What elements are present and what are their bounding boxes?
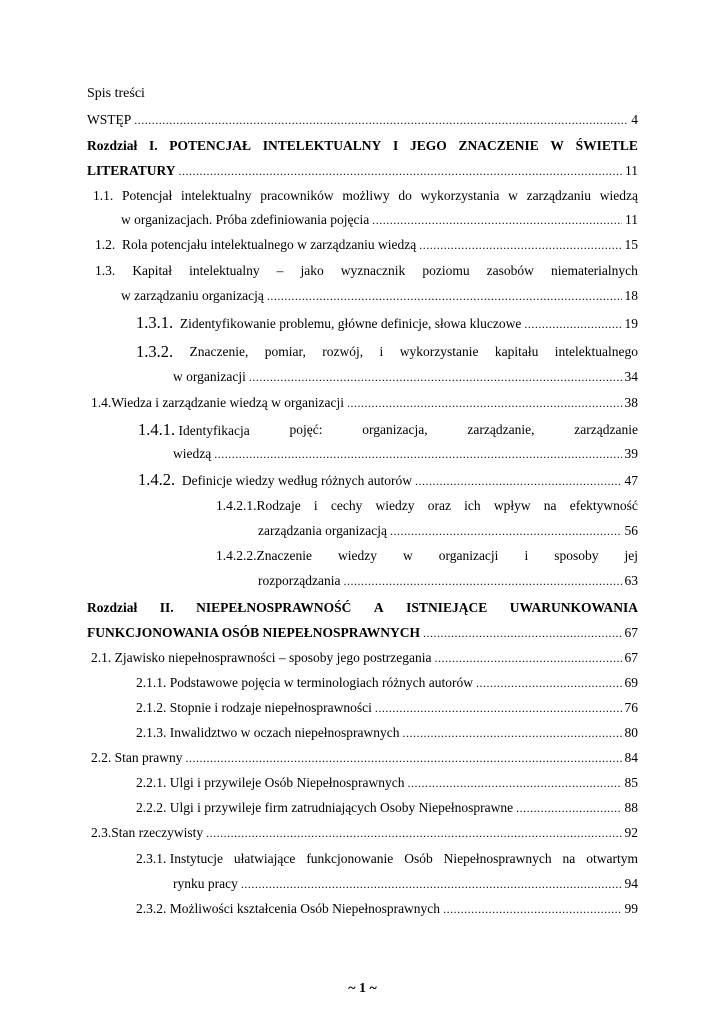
toc-entry-1-4-2-1-line2[interactable]: zarządzania organizacją ..... 56 — [258, 522, 638, 540]
toc-entry-1-4-1-line1[interactable]: 1.4.1. Identyfikacja pojęć: organizacja, zarządzanie, zarządzanie — [138, 420, 638, 439]
toc-entry-chapter-1-line2[interactable]: LITERATURY ..... 11 — [87, 162, 638, 180]
leader-dots — [419, 236, 621, 254]
toc-entry-label: WSTĘP — [87, 112, 132, 127]
toc-entry-2-1-3[interactable]: 2.1.3. Inwalidztwo w oczach niepełnosprawnych ..... 80 — [136, 724, 638, 742]
toc-entry-1-4-2-2-line1[interactable]: 1.4.2.2.Znaczenie wiedzy w organizacji i sposoby jej — [216, 548, 638, 563]
leader-dots — [206, 824, 621, 842]
leader-dots — [372, 211, 622, 229]
leader-dots — [407, 774, 621, 792]
toc-entry-1-3-line1[interactable]: 1.3. Kapitał intelektualny – jako wyznacznik poziomu zasobów niematerialnych — [95, 263, 638, 278]
toc-entry-1-1-line2[interactable]: w organizacjach. Próba zdefiniowania pojęcia ..... 11 — [121, 211, 638, 229]
leader-dots — [179, 162, 622, 180]
toc-entry-wstep[interactable] — [87, 111, 638, 129]
leader-dots — [403, 724, 622, 742]
toc-entry-1-3-1[interactable]: 1.3.1. Zidentyfikowanie problemu, główne definicje, słowa kluczowe ..... 19 — [136, 314, 638, 333]
toc-entry-2-3-1-line1[interactable]: 2.3.1. Instytucje ułatwiające funkcjonowanie Osób Niepełnosprawnych na otwartym — [136, 851, 638, 866]
toc-entry-1-2[interactable]: 1.2. Rola potencjału intelektualnego w zarządzaniu wiedzą ..... 15 — [95, 236, 638, 254]
leader-dots — [134, 111, 628, 129]
toc-entry-1-3-2-line1[interactable]: 1.3.2. Znaczenie, pomiar, rozwój, i wykorzystanie kapitału intelektualnego — [136, 342, 638, 361]
leader-dots — [516, 799, 621, 817]
leader-dots — [343, 572, 621, 590]
toc-entry-1-4-2-1-line1[interactable]: 1.4.2.1.Rodzaje i cechy wiedzy oraz ich wpływ na efektywność — [216, 498, 638, 513]
toc-entry-2-1[interactable]: 2.1. Zjawisko niepełnosprawności – sposoby jego postrzegania ..... 67 — [91, 649, 638, 667]
toc-entry-chapter-2-line2[interactable]: FUNKCJONOWANIA OSÓB NIEPEŁNOSPRAWNYCH ..... 67 — [87, 624, 638, 642]
leader-dots — [434, 649, 621, 667]
toc-entry-1-4-2-2-line2[interactable]: rozporządzania ..... 63 — [258, 572, 638, 590]
toc-entry-page: 4 — [631, 112, 638, 127]
leader-dots — [476, 674, 621, 692]
toc-entry-2-2-1[interactable]: 2.2.1. Ulgi i przywileje Osób Niepełnosprawnych ..... 85 — [136, 774, 638, 792]
toc-entry-2-1-2[interactable]: 2.1.2. Stopnie i rodzaje niepełnosprawności ..... 76 — [136, 699, 638, 717]
leader-dots — [524, 315, 621, 333]
leader-dots — [375, 699, 622, 717]
toc-entry-1-4-2[interactable]: 1.4.2. Definicje wiedzy według różnych autorów ..... 47 — [138, 471, 638, 490]
toc-entry-2-3-2[interactable]: 2.3.2. Możliwości kształcenia Osób Niepełnosprawnych ..... 99 — [136, 900, 638, 918]
toc-entry-2-2-2[interactable]: 2.2.2. Ulgi i przywileje firm zatrudniających Osoby Niepełnosprawne ..... 88 — [136, 799, 638, 817]
leader-dots — [249, 368, 622, 386]
leader-dots — [186, 749, 622, 767]
toc-title: Spis treści — [87, 86, 145, 101]
leader-dots — [347, 394, 622, 412]
toc-entry-2-2[interactable]: 2.2. Stan prawny ..... 84 — [91, 749, 638, 767]
toc-entry-1-4-1-line2[interactable]: wiedzą ..... 39 — [173, 445, 638, 463]
leader-dots — [241, 875, 622, 893]
leader-dots — [443, 900, 621, 918]
toc-entry-chapter-1-line1[interactable]: Rozdział I. POTENCJAŁ INTELEKTUALNY I JEGO ZNACZENIE W ŚWIETLE — [87, 138, 638, 153]
leader-dots — [267, 287, 622, 305]
toc-entry-1-4[interactable]: 1.4.Wiedza i zarządzanie wiedzą w organizacji ..... 38 — [91, 394, 638, 412]
leader-dots — [214, 445, 621, 463]
leader-dots — [415, 472, 621, 490]
leader-dots — [423, 624, 621, 642]
toc-entry-2-1-1[interactable]: 2.1.1. Podstawowe pojęcia w terminologiach różnych autorów ..... 69 — [136, 674, 638, 692]
toc-entry-1-3-2-line2[interactable]: w organizacji ..... 34 — [173, 368, 638, 386]
toc-entry-1-3-line2[interactable]: w zarządzaniu organizacją ..... 18 — [121, 287, 638, 305]
leader-dots — [390, 522, 621, 540]
toc-entry-1-1-line1[interactable]: 1.1. Potencjał intelektualny pracowników możliwy do wykorzystania w zarządzaniu wiedzą — [93, 188, 638, 203]
toc-entry-2-3-1-line2[interactable]: rynku pracy ..... 94 — [173, 875, 638, 893]
toc-entry-2-3[interactable]: 2.3.Stan rzeczywisty ..... 92 — [91, 824, 638, 842]
page-number-footer: ~ 1 ~ — [348, 981, 377, 996]
toc-entry-chapter-2-line1[interactable]: Rozdział II. NIEPEŁNOSPRAWNOŚĆ A ISTNIEJĄCE UWARUNKOWANIA — [87, 600, 638, 615]
